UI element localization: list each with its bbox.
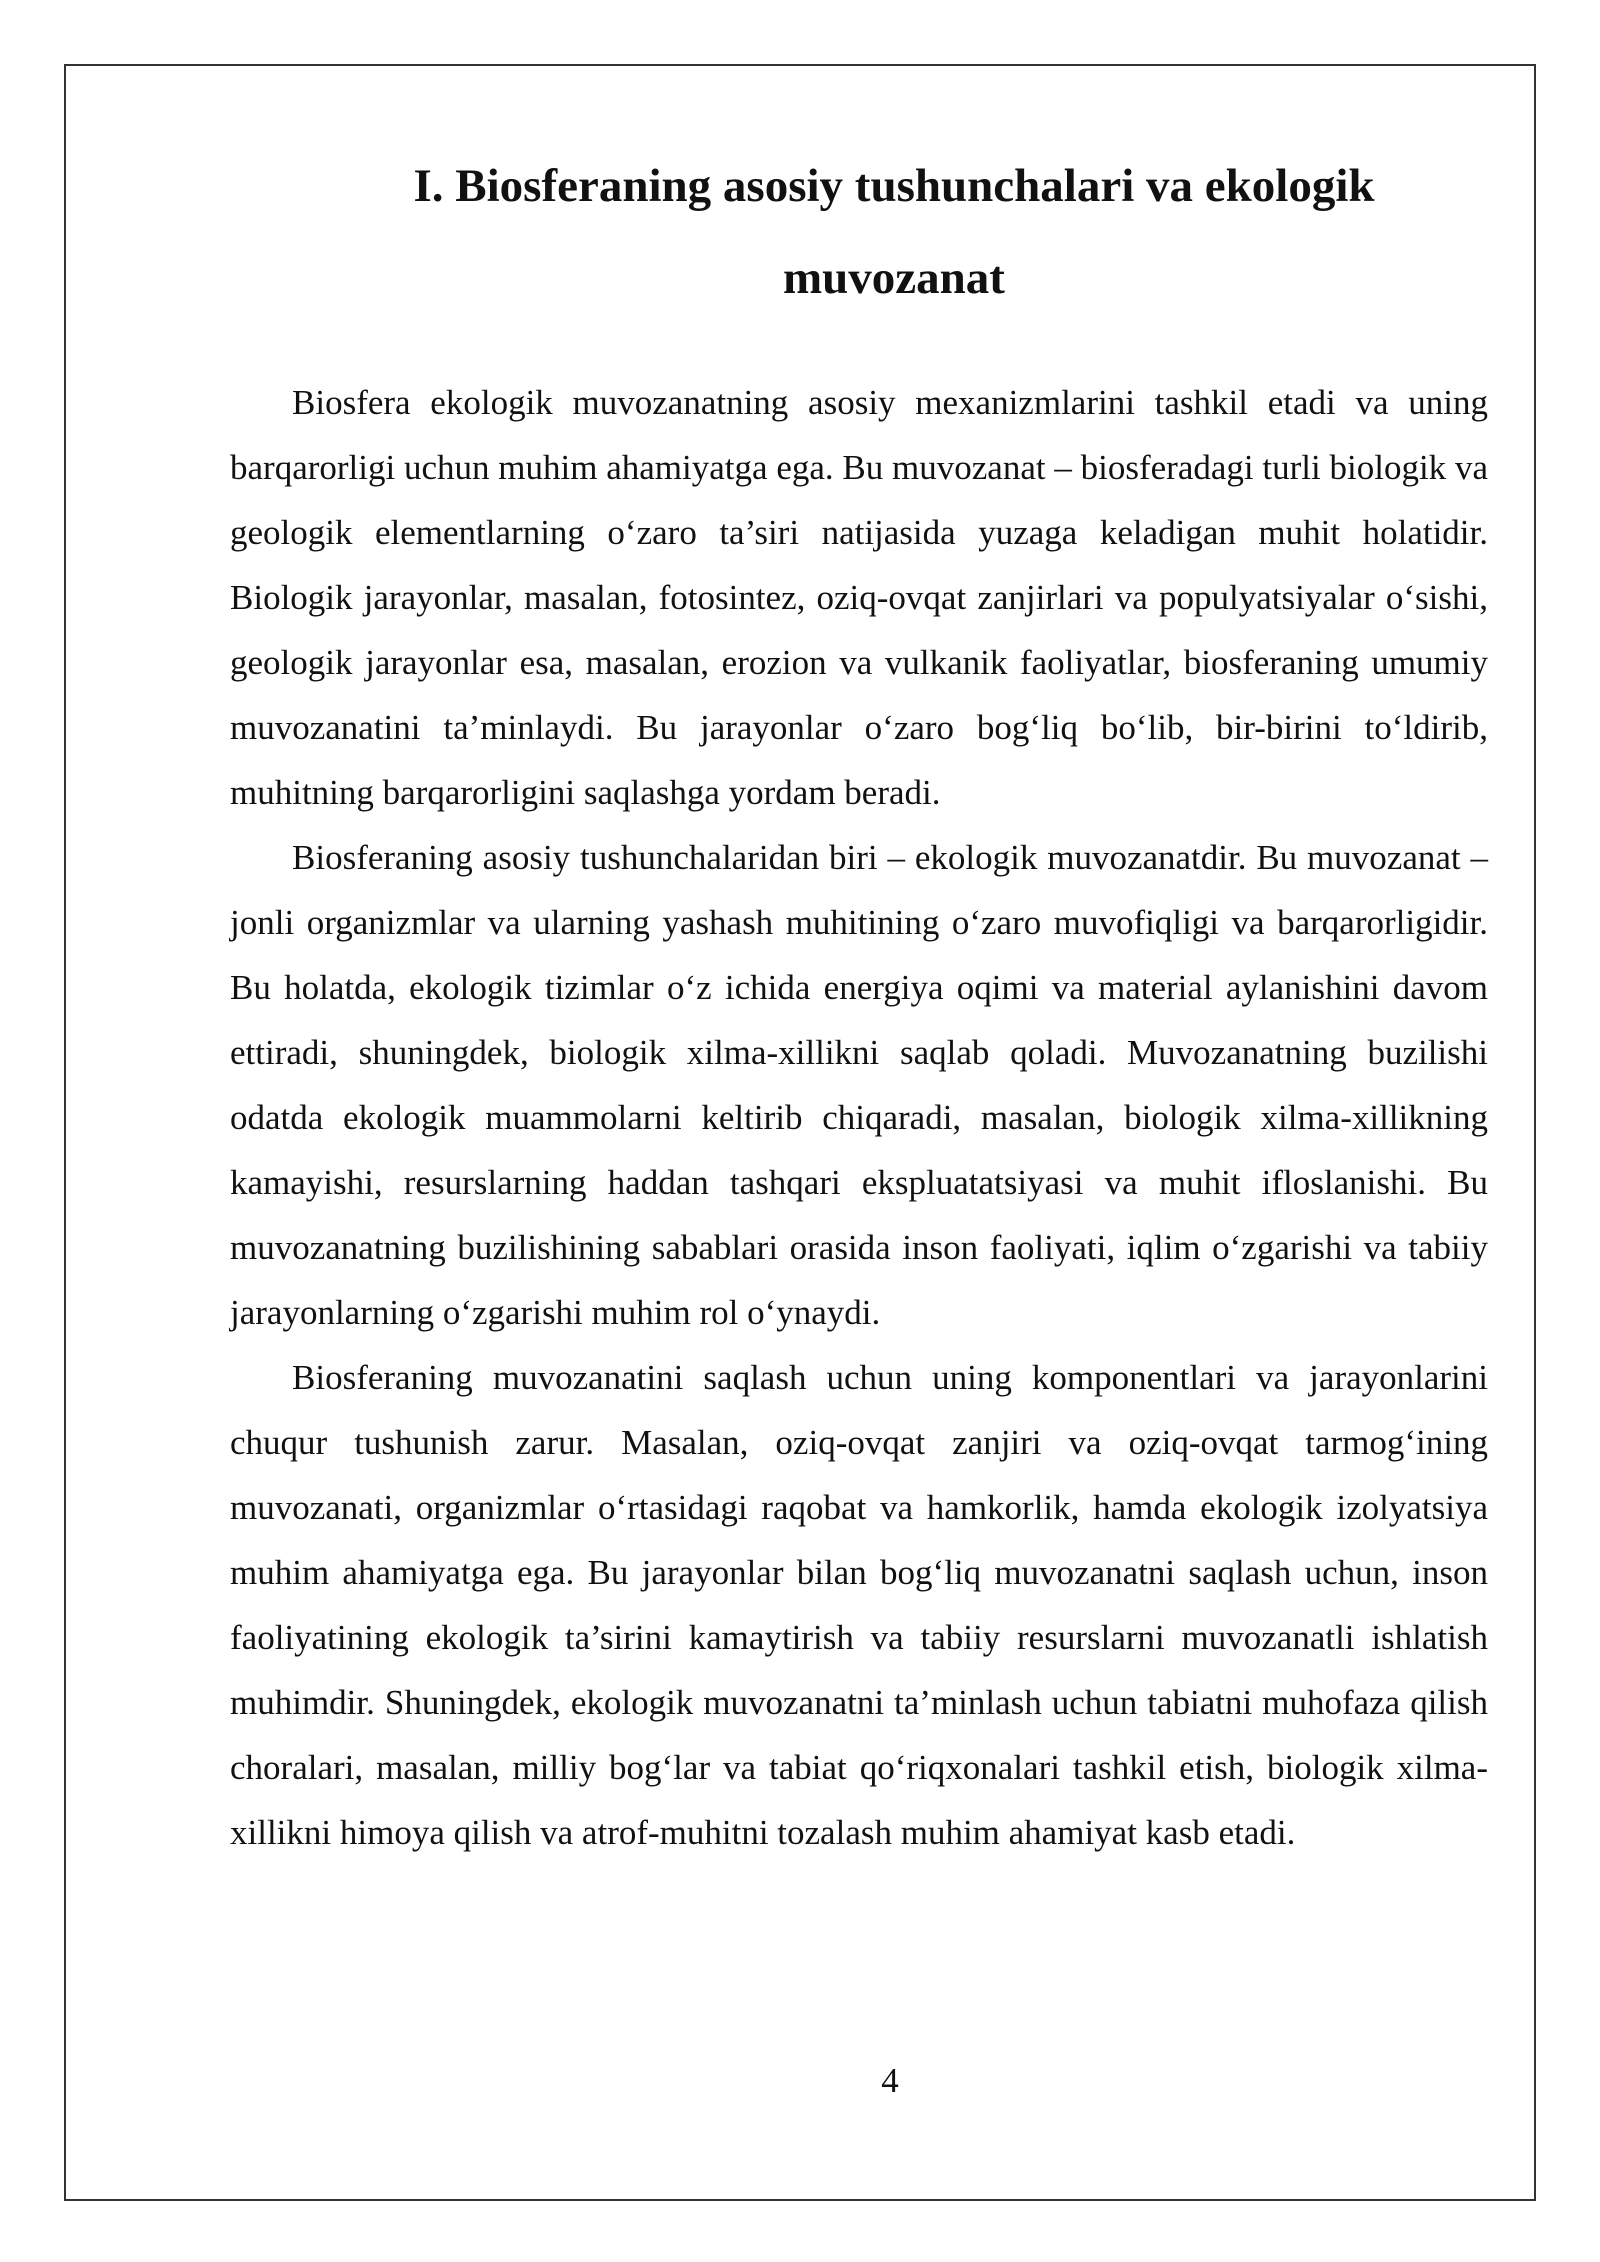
body-text bbox=[230, 370, 1488, 1865]
paragraph-3: Biosferaning muvozanatini saqlash uchun uning komponentlari va jarayonlarini chuqur tushunish zarur. Masalan, oziq-ovqat zanjiri va oziq-ovqat tarmog‘ining muvozanati, organizmlar o‘rtasidagi raqobat va hamkorlik, hamda ekologik izolyatsiya muhim ahamiyatga ega. Bu jarayonlar bilan bog‘liq muvozanatni saqlash uchun, inson faoliyatining ekologik ta’sirini kamaytirish va tabiiy resurslarni muvozanatli ishlatish muhimdir. Shuningdek, ekologik muvozanatni ta’minlash uchun tabiatni muhofaza qilish choralari, masalan, milliy bog‘lar va tabiat qo‘riqxonalari tashkil etish, biologik xilma-xillikni himoya qilish va atrof-muhitni tozalash muhim ahamiyat kasb etadi. bbox=[230, 1358, 1488, 1852]
page-content bbox=[230, 140, 1488, 1865]
page-number: 4 bbox=[881, 2061, 899, 2100]
section-title: I. Biosferaning asosiy tushunchalari va ekologik muvozanat bbox=[413, 160, 1375, 304]
paragraph-1: Biosfera ekologik muvozanatning asosiy mexanizmlarini tashkil etadi va uning barqarorligi uchun muhim ahamiyatga ega. Bu muvozanat – biosferadagi turli biologik va geologik elementlarning o‘zaro ta’siri natijasida yuzaga keladigan muhit holatidir. Biologik jarayonlar, masalan, fotosintez, oziq-ovqat zanjirlari va populyatsiyalar o‘sishi, geologik jarayonlar esa, masalan, erozion va vulkanik faoliyatlar, biosferaning umumiy muvozanatini ta’minlaydi. Bu jarayonlar o‘zaro bog‘liq bo‘lib, bir-birini to‘ldirib, muhitning barqarorligini saqlashga yordam beradi. bbox=[230, 383, 1488, 812]
paragraph-2: Biosferaning asosiy tushunchalaridan biri – ekologik muvozanatdir. Bu muvozanat – jonli organizmlar va ularning yashash muhitining o‘zaro muvofiqligi va barqarorligidir. Bu holatda, ekologik tizimlar o‘z ichida energiya oqimi va material aylanishini davom ettiradi, shuningdek, biologik xilma-xillikni saqlab qoladi. Muvozanatning buzilishi odatda ekologik muammolarni keltirib chiqaradi, masalan, biologik xilma-xillikning kamayishi, resurslarning haddan tashqari ekspluatatsiyasi va muhit ifloslanishi. Bu muvozanatning buzilishining sabablari orasida inson faoliyati, iqlim o‘zgarishi va tabiiy jarayonlarning o‘zgarishi muhim rol o‘ynaydi. bbox=[230, 838, 1488, 1332]
